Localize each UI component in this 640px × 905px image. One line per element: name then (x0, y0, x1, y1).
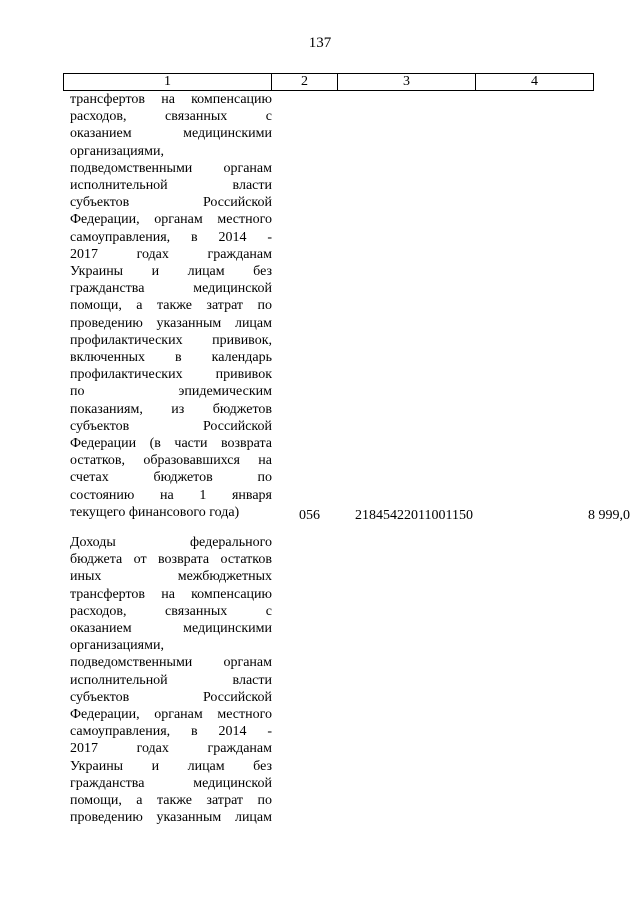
text-line: по эпидемическим (70, 384, 272, 400)
text-line: Украины и лицам без (70, 758, 272, 774)
text-line: организациями, (70, 638, 164, 654)
text-line: субъектов Российской (70, 689, 272, 705)
text-line: помощи, а также затрат по (70, 793, 272, 809)
text-line: текущего финансового года) (70, 504, 240, 520)
text-line: подведомственными органам (70, 655, 272, 671)
column-header-3: 3 (338, 74, 476, 91)
text-line: профилактических прививок (70, 367, 272, 383)
text-line: расходов, связанных с (70, 603, 272, 619)
text-line: бюджета от возврата остатков (70, 552, 272, 568)
text-line: организациями, (70, 143, 164, 159)
text-line: показаниям, из бюджетов (70, 401, 272, 417)
text-line: помощи, а также затрат по (70, 298, 272, 314)
text-line: 2017 годах гражданам (70, 246, 272, 262)
column-header-4: 4 (476, 74, 594, 91)
text-line: самоуправления, в 2014 - (70, 724, 272, 740)
entry-1-description (70, 91, 272, 521)
text-line: гражданства медицинской (70, 775, 272, 791)
column-header-1: 1 (64, 74, 272, 91)
text-line: трансфертов на компенсацию (70, 586, 272, 602)
column-header-2: 2 (272, 74, 338, 91)
text-line: Украины и лицам без (70, 264, 272, 280)
text-line: исполнительной власти (70, 178, 272, 194)
text-line: профилактических прививок, (70, 332, 272, 348)
text-line: расходов, связанных с (70, 109, 272, 125)
entry-2-description (70, 534, 272, 826)
text-line: 2017 годах гражданам (70, 741, 272, 757)
text-line: включенных в календарь (70, 350, 272, 366)
amount-value: 8 999,0 (588, 508, 630, 523)
text-line: исполнительной власти (70, 672, 272, 688)
column-header-table (63, 73, 594, 91)
text-line: проведению указанным лицам (70, 315, 272, 331)
text-line: проведению указанным лицам (70, 810, 272, 826)
text-line: Федерации, органам местного (70, 707, 272, 723)
text-line: Федерации, органам местного (70, 212, 272, 228)
column-header-row (64, 74, 594, 91)
text-line: оказанием медицинскими (70, 621, 272, 637)
text-line: Доходы федерального (70, 535, 272, 550)
text-line: трансфертов на компенсацию (70, 92, 272, 107)
text-line: субъектов Российской (70, 195, 272, 211)
text-line: оказанием медицинскими (70, 126, 272, 142)
text-line: иных межбюджетных (70, 569, 272, 585)
text-line: остатков, образовавшихся на (70, 453, 272, 469)
text-line: субъектов Российской (70, 418, 272, 434)
text-line: Федерации (в части возврата (70, 436, 272, 452)
budget-classification-code: 21845422011001150 (355, 508, 473, 523)
text-line: гражданства медицинской (70, 281, 272, 297)
text-line: счетах бюджетов по (70, 470, 272, 486)
text-line: состоянию на 1 января (70, 487, 272, 503)
page-number: 137 (308, 35, 332, 51)
text-line: самоуправления, в 2014 - (70, 229, 272, 245)
text-line: подведомственными органам (70, 160, 272, 176)
admin-code: 056 (299, 508, 320, 523)
